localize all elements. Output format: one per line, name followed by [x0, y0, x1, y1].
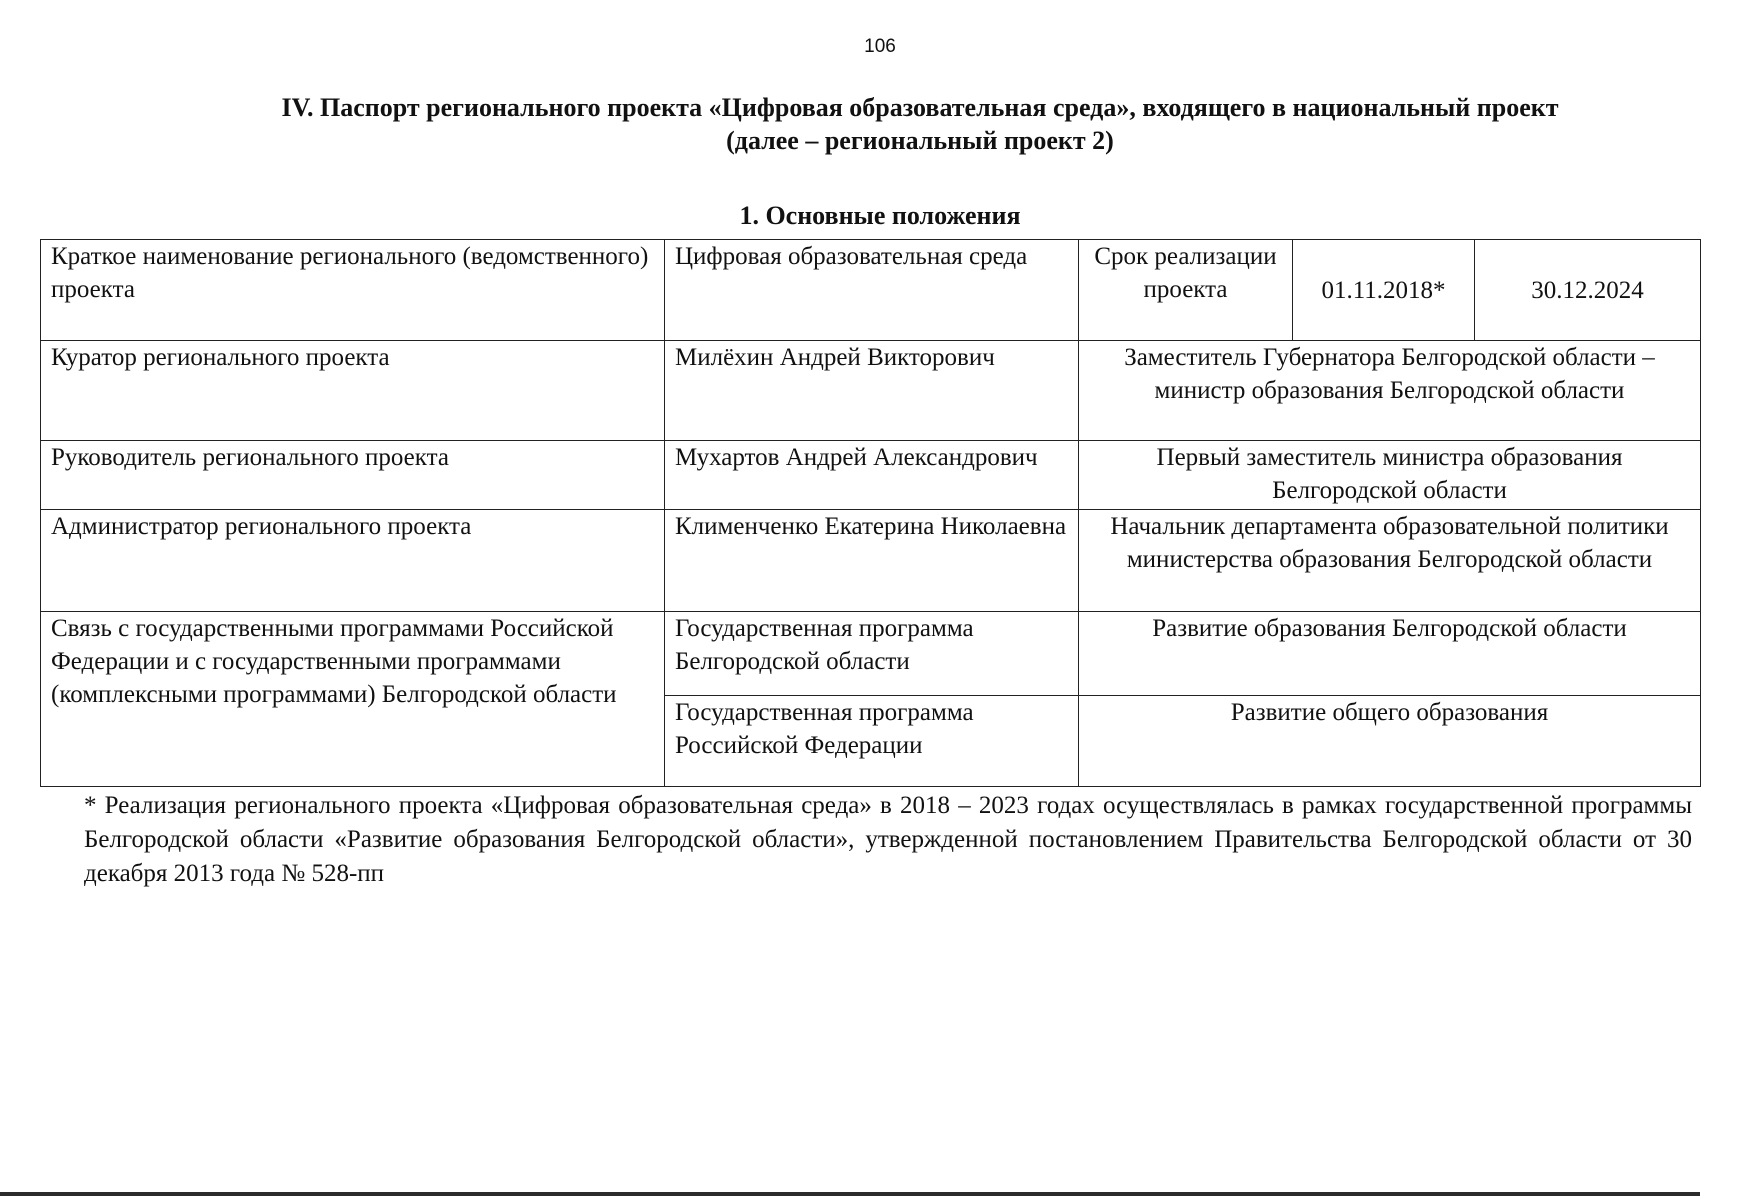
programs-label: Связь с государственными программами Российской Федерации и с государственными программами (комплексными программами) Белгородской области	[41, 612, 665, 787]
curator-name: Милёхин Андрей Викторович	[665, 341, 1079, 441]
end-date: 30.12.2024	[1475, 240, 1701, 341]
passport-table	[40, 239, 1701, 787]
program-type-regional: Государственная программа Белгородской области	[665, 612, 1079, 696]
administrator-position: Начальник департамента образовательной политики министерства образования Белгородской области	[1079, 510, 1701, 612]
document-title-line-1: IV. Паспорт регионального проекта «Цифровая образовательная среда», входящего в национальный проект	[281, 93, 1559, 122]
table-row-program-regional	[41, 612, 1701, 696]
footnote: * Реализация регионального проекта «Цифровая образовательная среда» в 2018 – 2023 годах осуществлялась в рамках государственной программы Белгородской области «Развитие образования Белгородской области», утвержденной постановлением Правительства Белгородской области от 30 декабря 2013 года № 528-пп	[84, 792, 1692, 887]
term-label: Срок реализации проекта	[1079, 240, 1293, 341]
document-title-line-2: (далее – региональный проект 2)	[726, 126, 1114, 155]
short-name-label: Краткое наименование регионального (ведомственного) проекта	[41, 240, 665, 341]
section-title: 1. Основные положения	[739, 201, 1021, 230]
curator-label: Куратор регионального проекта	[41, 341, 665, 441]
curator-position: Заместитель Губернатора Белгородской области – министр образования Белгородской области	[1079, 341, 1701, 441]
table-row-short-name	[41, 240, 1701, 341]
head-label: Руководитель регионального проекта	[41, 441, 665, 510]
document-title	[140, 91, 1700, 157]
short-name-value: Цифровая образовательная среда	[665, 240, 1079, 341]
table-row-head	[41, 441, 1701, 510]
table-row-curator	[41, 341, 1701, 441]
table-row-administrator	[41, 510, 1701, 612]
administrator-label: Администратор регионального проекта	[41, 510, 665, 612]
head-name: Мухартов Андрей Александрович	[665, 441, 1079, 510]
scan-edge-line	[0, 1192, 1700, 1196]
program-name-regional: Развитие образования Белгородской области	[1079, 612, 1701, 696]
start-date: 01.11.2018*	[1293, 240, 1475, 341]
program-name-federal: Развитие общего образования	[1079, 696, 1701, 787]
administrator-name: Клименченко Екатерина Николаевна	[665, 510, 1079, 612]
head-position: Первый заместитель министра образования Белгородской области	[1079, 441, 1701, 510]
program-type-federal: Государственная программа Российской Федерации	[665, 696, 1079, 787]
page-number: 106	[864, 36, 896, 57]
